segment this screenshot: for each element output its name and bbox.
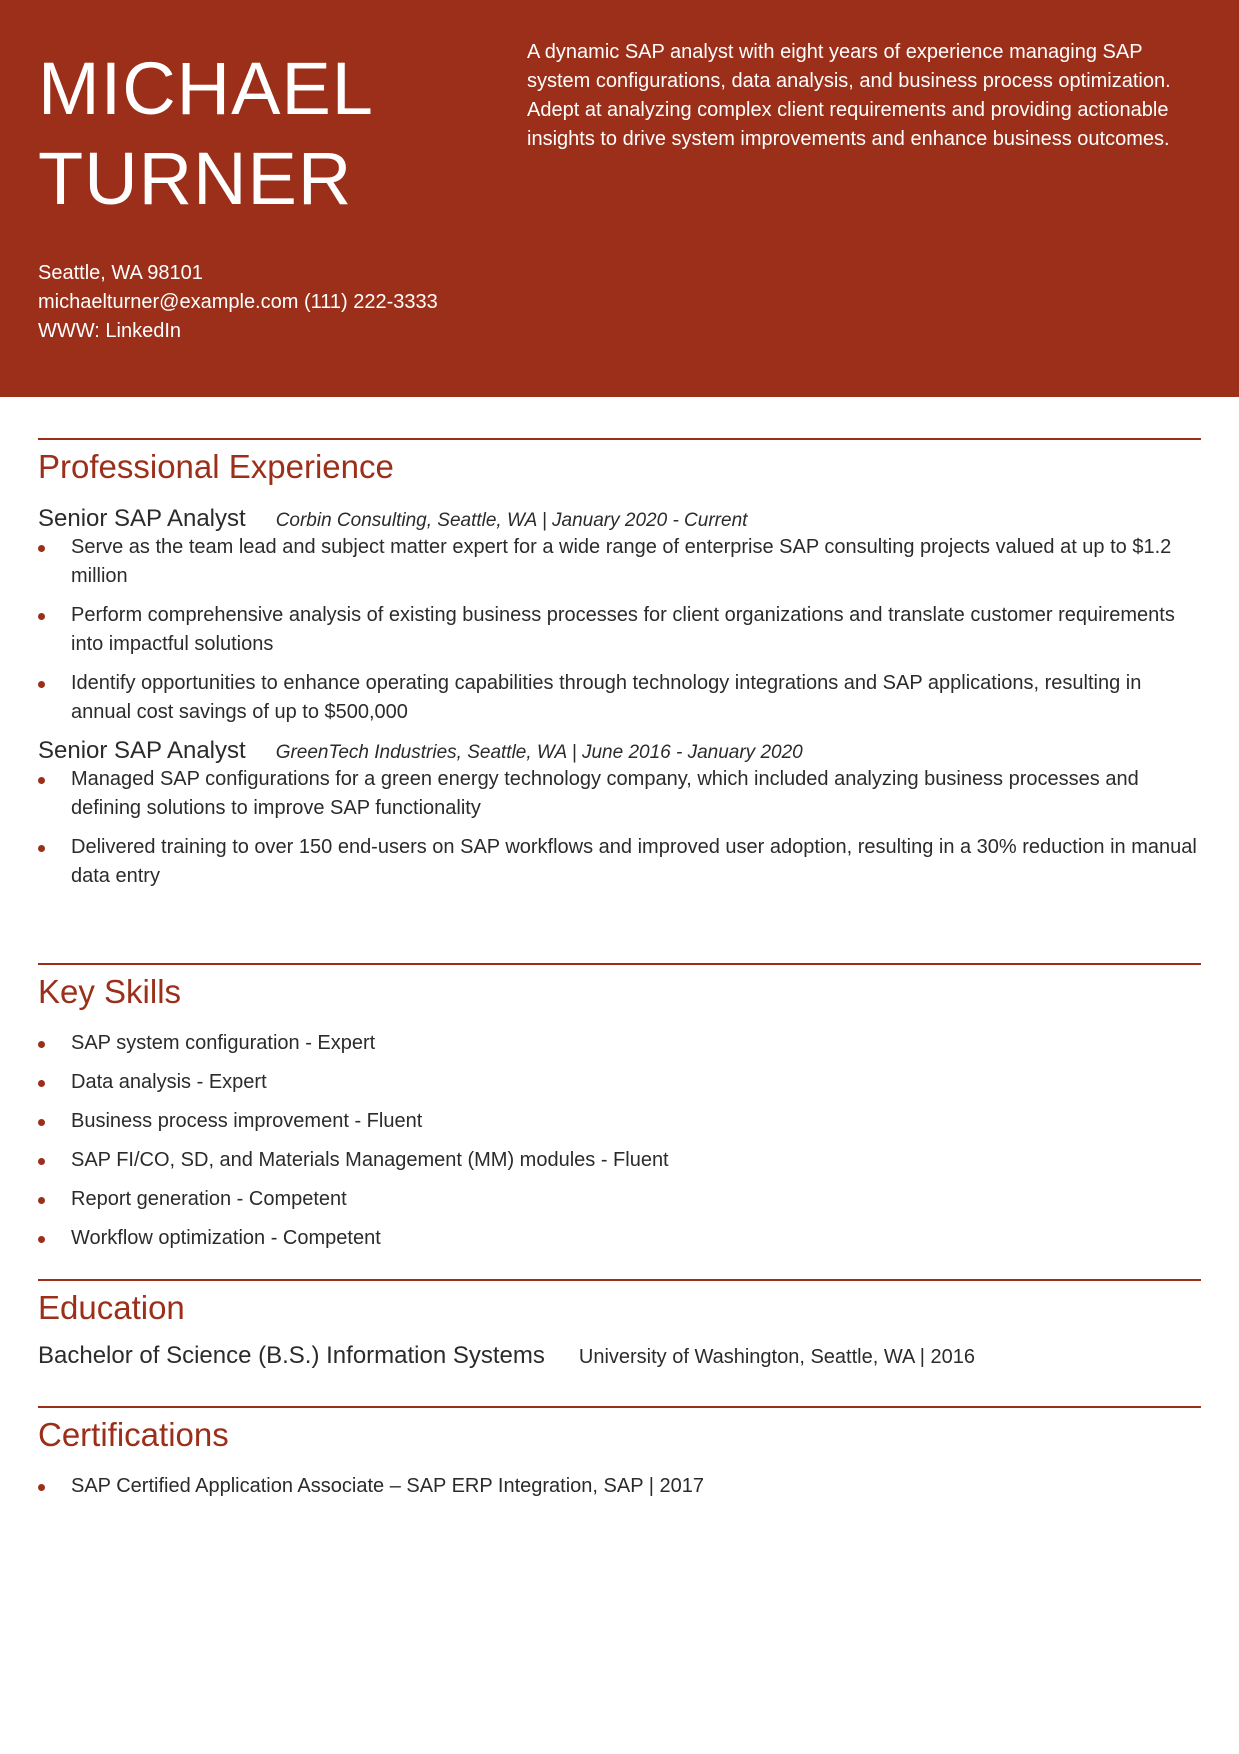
bullet-icon bbox=[38, 777, 45, 784]
bullet-icon bbox=[38, 1236, 45, 1243]
job-title: Senior SAP Analyst bbox=[38, 737, 246, 764]
section-divider bbox=[38, 1279, 1201, 1281]
experience-heading: Professional Experience bbox=[38, 448, 394, 485]
bullet-icon bbox=[38, 1484, 45, 1491]
section-divider bbox=[38, 963, 1201, 965]
experience-section bbox=[38, 438, 1201, 901]
education-section bbox=[38, 1279, 1201, 1370]
skills-list bbox=[38, 1029, 1201, 1253]
list-item: Serve as the team lead and subject matter expert for a wide range of enterprise SAP consulting projects valued at up to $1.2 million bbox=[38, 533, 1201, 591]
section-divider bbox=[38, 438, 1201, 440]
list-item: Identify opportunities to enhance operating capabilities through technology integrations and SAP applications, resulting in annual cost savings of up to $500,000 bbox=[38, 669, 1201, 727]
job-bullets bbox=[38, 533, 1201, 727]
list-item: Report generation - Competent bbox=[38, 1185, 1201, 1214]
list-item: Delivered training to over 150 end-users on SAP workflows and improved user adoption, resulting in a 30% reduction in manual data entry bbox=[38, 833, 1201, 891]
education-entry bbox=[38, 1342, 1201, 1370]
list-item: SAP FI/CO, SD, and Materials Management (MM) modules - Fluent bbox=[38, 1146, 1201, 1175]
bullet-icon bbox=[38, 681, 45, 688]
bullet-icon bbox=[38, 1158, 45, 1165]
section-divider bbox=[38, 1406, 1201, 1408]
bullet-icon bbox=[38, 1080, 45, 1087]
school-year: University of Washington, Seattle, WA | 2016 bbox=[578, 1346, 975, 1368]
list-item: Data analysis - Expert bbox=[38, 1068, 1201, 1097]
certifications-section bbox=[38, 1406, 1201, 1501]
job-header bbox=[38, 737, 1201, 765]
list-item: Perform comprehensive analysis of existing business processes for client organizations and translate customer requirements into impactful solutions bbox=[38, 601, 1201, 659]
job-company-dates: Corbin Consulting, Seattle, WA | January 2020 - Current bbox=[275, 510, 748, 531]
list-item: Managed SAP configurations for a green energy technology company, which included analyzing business processes and defining solutions to improve SAP functionality bbox=[38, 765, 1201, 823]
skills-section bbox=[38, 963, 1201, 1263]
job-company-dates: GreenTech Industries, Seattle, WA | June 2016 - January 2020 bbox=[275, 742, 803, 763]
contact-info bbox=[38, 259, 438, 346]
certifications-list bbox=[38, 1472, 1201, 1501]
resume-header bbox=[0, 0, 1239, 397]
job-header bbox=[38, 505, 1201, 533]
certifications-heading: Certifications bbox=[38, 1416, 229, 1453]
bullet-icon bbox=[38, 545, 45, 552]
bullet-icon bbox=[38, 845, 45, 852]
bullet-icon bbox=[38, 1041, 45, 1048]
list-item: SAP system configuration - Expert bbox=[38, 1029, 1201, 1058]
name-last: TURNER bbox=[38, 137, 353, 220]
location: Seattle, WA 98101 bbox=[38, 262, 203, 284]
list-item: Business process improvement - Fluent bbox=[38, 1107, 1201, 1136]
list-item: SAP Certified Application Associate – SAP ERP Integration, SAP | 2017 bbox=[38, 1472, 1201, 1501]
name-first: MICHAEL bbox=[38, 47, 374, 130]
bullet-icon bbox=[38, 1119, 45, 1126]
job-entry bbox=[38, 505, 1201, 727]
job-title: Senior SAP Analyst bbox=[38, 505, 246, 532]
job-bullets bbox=[38, 765, 1201, 891]
bullet-icon bbox=[38, 1197, 45, 1204]
degree: Bachelor of Science (B.S.) Information Systems bbox=[38, 1342, 545, 1369]
candidate-name bbox=[38, 44, 374, 224]
website-link[interactable]: WWW: LinkedIn bbox=[38, 320, 181, 342]
list-item: Workflow optimization - Competent bbox=[38, 1224, 1201, 1253]
skills-heading: Key Skills bbox=[38, 973, 182, 1010]
summary-text: A dynamic SAP analyst with eight years of experience managing SAP system configurations, data analysis, and business process optimization. Adept at analyzing complex client requirements and providing actionable insights to drive system improvements and enhance business outcomes. bbox=[527, 41, 1171, 150]
job-entry bbox=[38, 737, 1201, 891]
email-phone[interactable]: michaelturner@example.com (111) 222-3333 bbox=[38, 291, 438, 313]
education-heading: Education bbox=[38, 1289, 185, 1326]
bullet-icon bbox=[38, 613, 45, 620]
